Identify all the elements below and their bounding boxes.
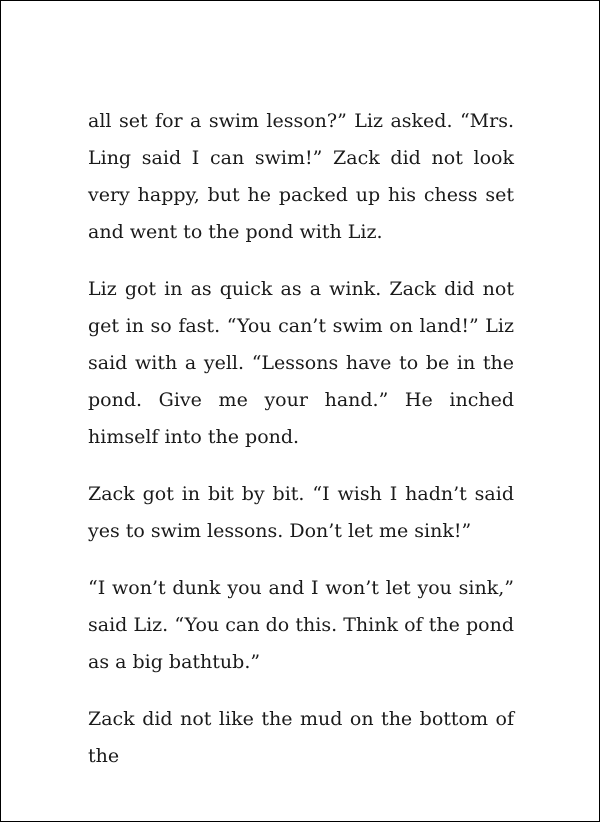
paragraph-5: Zack did not like the mud on the bottom of the [88, 708, 514, 767]
paragraph-3: Zack got in bit by bit. “I wish I hadn’t said yes to swim lessons. Don’t let me sink!” [88, 483, 514, 542]
paragraph-1: all set for a swim lesson?” Liz asked. “Mrs. Ling said I can swim!” Zack did not look very happy, but he packed up his chess set and went to the pond with Liz. [88, 110, 514, 243]
page-body-text [88, 103, 514, 775]
paragraph-4: “I won’t dunk you and I won’t let you sink,” said Liz. “You can do this. Think of the pond as a big bathtub.” [88, 577, 514, 673]
paragraph-2: Liz got in as quick as a wink. Zack did not get in so fast. “You can’t swim on land!” Liz said with a yell. “Lessons have to be in the pond. Give me your hand.” He inched himself into the pond. [88, 278, 514, 448]
